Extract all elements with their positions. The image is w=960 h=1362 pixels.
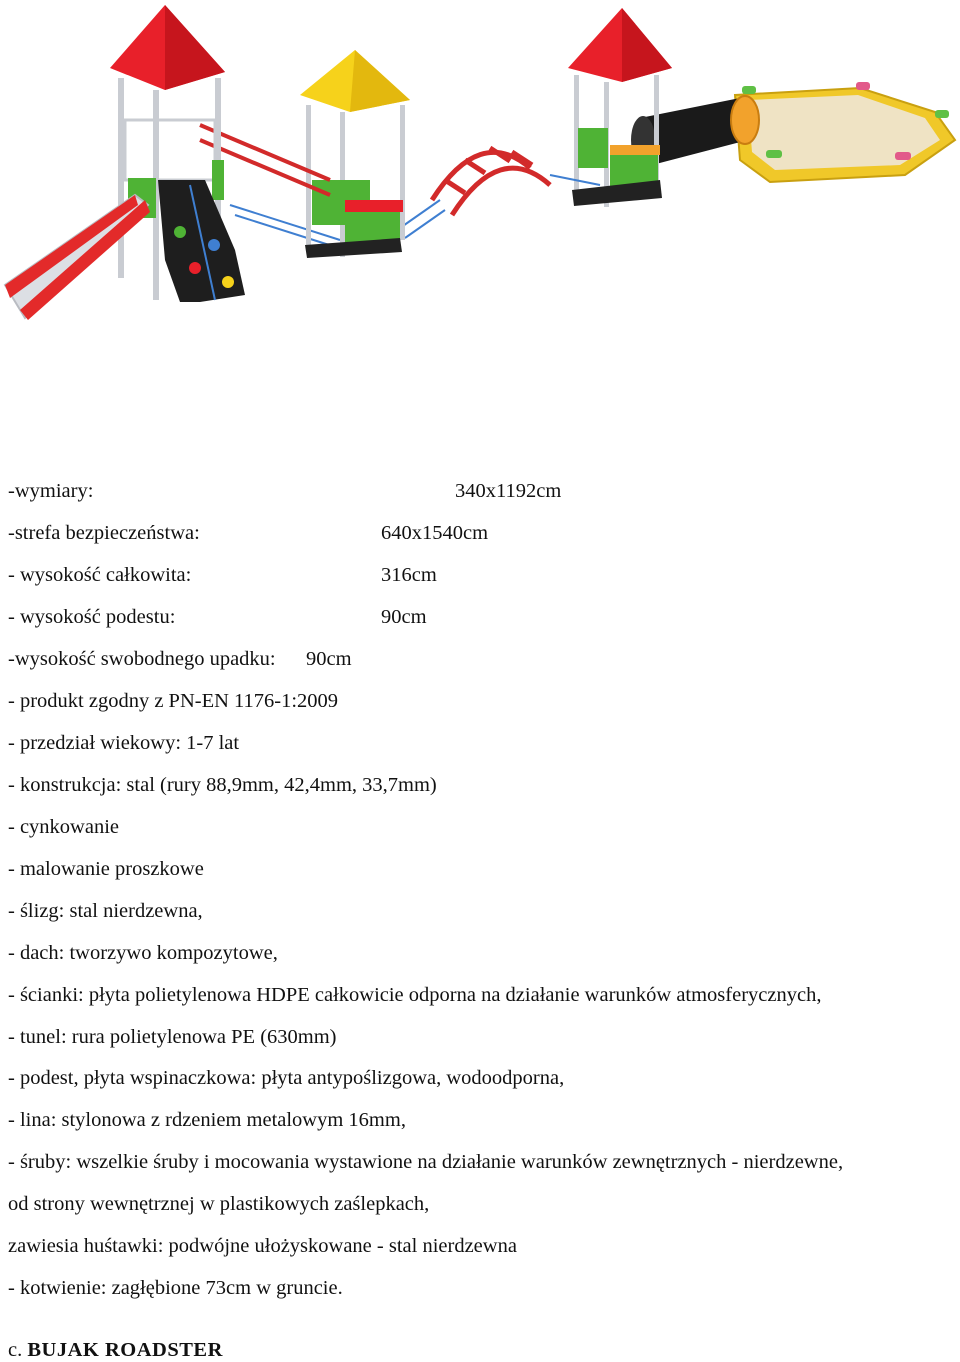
- spec-line-swing-hangers: zawiesia huśtawki: podwójne ułożyskowane - stal nierdzewna: [8, 1235, 517, 1257]
- spec-value-dimensions: 340x1192cm: [455, 480, 562, 502]
- spec-line-roof: - dach: tworzywo kompozytowe,: [8, 942, 278, 964]
- spec-value-free-fall-height: 90cm: [306, 648, 352, 670]
- spec-line-bolts-inside: od strony wewnętrznej w plastikowych zaślepkach,: [8, 1193, 430, 1215]
- spec-line-powder-coating: - malowanie proszkowe: [8, 858, 204, 880]
- spec-line-galvanizing: - cynkowanie: [8, 816, 119, 838]
- spec-line-slide: - ślizg: stal nierdzewna,: [8, 900, 203, 922]
- middle-tower: [300, 50, 410, 258]
- slide: [5, 195, 150, 320]
- spec-line-walls: - ścianki: płyta polietylenowa HDPE całkowicie odporna na działanie warunków atmosferycznych,: [8, 984, 822, 1006]
- spec-value-platform-height: 90cm: [381, 606, 427, 628]
- spec-line-tunnel: - tunel: rura polietylenowa PE (630mm): [8, 1026, 337, 1048]
- sandbox: [735, 82, 955, 182]
- spec-label-platform-height: - wysokość podestu:: [8, 606, 176, 628]
- spec-line-bolts: - śruby: wszelkie śruby i mocowania wystawione na działanie warunków zewnętrznych - nierdzewne,: [8, 1151, 844, 1173]
- spec-line-standard: - produkt zgodny z PN-EN 1176-1:2009: [8, 690, 339, 712]
- climbing-wall: [158, 180, 245, 302]
- arch-ladder: [432, 148, 550, 215]
- spec-line-platform: - podest, płyta wspinaczkowa: płyta antypoślizgowa, wodoodporna,: [8, 1067, 565, 1089]
- spec-label-safety-zone: -strefa bezpieczeństwa:: [8, 522, 200, 544]
- section-prefix: c.: [8, 1339, 23, 1361]
- spec-value-safety-zone: 640x1540cm: [381, 522, 489, 544]
- right-tower: [568, 8, 672, 207]
- spec-line-anchoring: - kotwienie: zagłębione 73cm w gruncie.: [8, 1277, 343, 1299]
- spec-line-age-range: - przedział wiekowy: 1-7 lat: [8, 732, 240, 754]
- rope-bridge: [230, 175, 600, 250]
- playground-illustration: [0, 0, 960, 330]
- section-title: BUJAK ROADSTER: [27, 1339, 223, 1361]
- spec-label-free-fall-height: -wysokość swobodnego upadku:: [8, 648, 276, 670]
- next-section-heading: [8, 1338, 223, 1362]
- spec-line-rope: - lina: stylonowa z rdzeniem metalowym 16mm,: [8, 1109, 406, 1131]
- spec-label-total-height: - wysokość całkowita:: [8, 564, 192, 586]
- spec-value-total-height: 316cm: [381, 564, 437, 586]
- spec-line-construction: - konstrukcja: stal (rury 88,9mm, 42,4mm, 33,7mm): [8, 774, 437, 796]
- spec-label-dimensions: -wymiary:: [8, 480, 94, 502]
